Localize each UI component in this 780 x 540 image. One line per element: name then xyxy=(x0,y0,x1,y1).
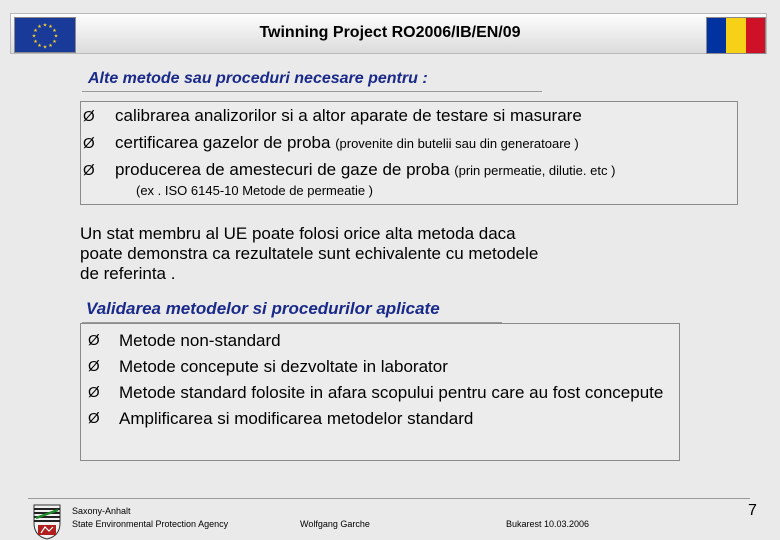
eu-star-icon: ★ xyxy=(48,43,53,49)
list-item xyxy=(88,328,678,354)
list-item-text: Metode standard folosite in afara scopului pentru care au fost concepute xyxy=(119,383,664,402)
list-item xyxy=(80,105,582,128)
page-title: Twinning Project RO2006/IB/EN/09 xyxy=(259,24,521,41)
ro-flag-yellow xyxy=(726,18,745,53)
eu-star-icon: ★ xyxy=(52,39,57,45)
arrow-bullet-icon: Ø xyxy=(83,108,95,125)
arrow-bullet-icon: Ø xyxy=(88,332,100,349)
list-item xyxy=(88,380,678,406)
arrow-bullet-icon: Ø xyxy=(88,384,100,401)
eu-star-icon: ★ xyxy=(42,44,48,51)
list-item-text: calibrarea analizorilor si a altor aparate de testare si masurare xyxy=(115,106,582,125)
eu-star-icon: ★ xyxy=(33,39,38,45)
list-item-text: producerea de amestecuri de gaze de proba xyxy=(115,160,455,179)
list-item-note: (prin permeatie, dilutie. etc ) xyxy=(454,163,616,178)
list-item-text: Metode non-standard xyxy=(119,331,281,350)
list-item xyxy=(80,159,615,182)
arrow-bullet-icon: Ø xyxy=(83,162,95,179)
eu-star-icon: ★ xyxy=(37,24,42,30)
list-item-text: Metode concepute si dezvoltate in laborator xyxy=(119,357,448,376)
paragraph-line: de referinta . xyxy=(80,264,176,283)
section-heading-other-methods: Alte metode sau proceduri necesare pentru : xyxy=(88,70,428,87)
footer-org-agency: State Environmental Protection Agency xyxy=(72,519,229,529)
footer-divider xyxy=(28,498,750,499)
eu-star-icon: ★ xyxy=(42,22,48,29)
eu-member-paragraph xyxy=(80,224,680,284)
eu-star-icon: ★ xyxy=(52,28,57,34)
paragraph-line: Un stat membru al UE poate folosi orice alta metoda daca xyxy=(80,224,516,243)
arrow-bullet-icon: Ø xyxy=(88,410,100,427)
arrow-bullet-icon: Ø xyxy=(88,358,100,375)
heading-underline xyxy=(82,91,542,92)
eu-star-icon: ★ xyxy=(53,33,59,40)
footer-author: Wolfgang Garche xyxy=(300,519,370,529)
list-item-text: certificarea gazelor de proba xyxy=(115,133,336,152)
coat-of-arms-icon xyxy=(32,503,62,540)
list-item xyxy=(80,132,579,155)
ro-flag-red xyxy=(746,18,765,53)
list-item-note: (provenite din butelii sau din generatoare ) xyxy=(335,136,579,151)
section-heading-validation: Validarea metodelor si procedurilor aplicate xyxy=(86,299,440,318)
iso-reference-note: (ex . ISO 6145-10 Metode de permeatie ) xyxy=(136,183,374,198)
list-item xyxy=(88,406,678,432)
list-item-text: Amplificarea si modificarea metodelor standard xyxy=(119,409,474,428)
list-item xyxy=(88,354,678,380)
footer-place-date: Bukarest 10.03.2006 xyxy=(506,519,590,529)
footer-org-name: Saxony-Anhalt xyxy=(72,506,131,516)
eu-star-icon: ★ xyxy=(48,24,53,30)
eu-star-icon: ★ xyxy=(33,28,38,34)
paragraph-line: poate demonstra ca rezultatele sunt echivalente cu metodele xyxy=(80,244,539,263)
romania-flag-icon xyxy=(706,17,766,54)
eu-star-icon: ★ xyxy=(31,33,37,40)
arrow-bullet-icon: Ø xyxy=(83,135,95,152)
validation-list xyxy=(88,328,678,432)
ro-flag-blue xyxy=(707,18,726,53)
page-number: 7 xyxy=(748,502,757,519)
eu-star-icon: ★ xyxy=(37,43,42,49)
